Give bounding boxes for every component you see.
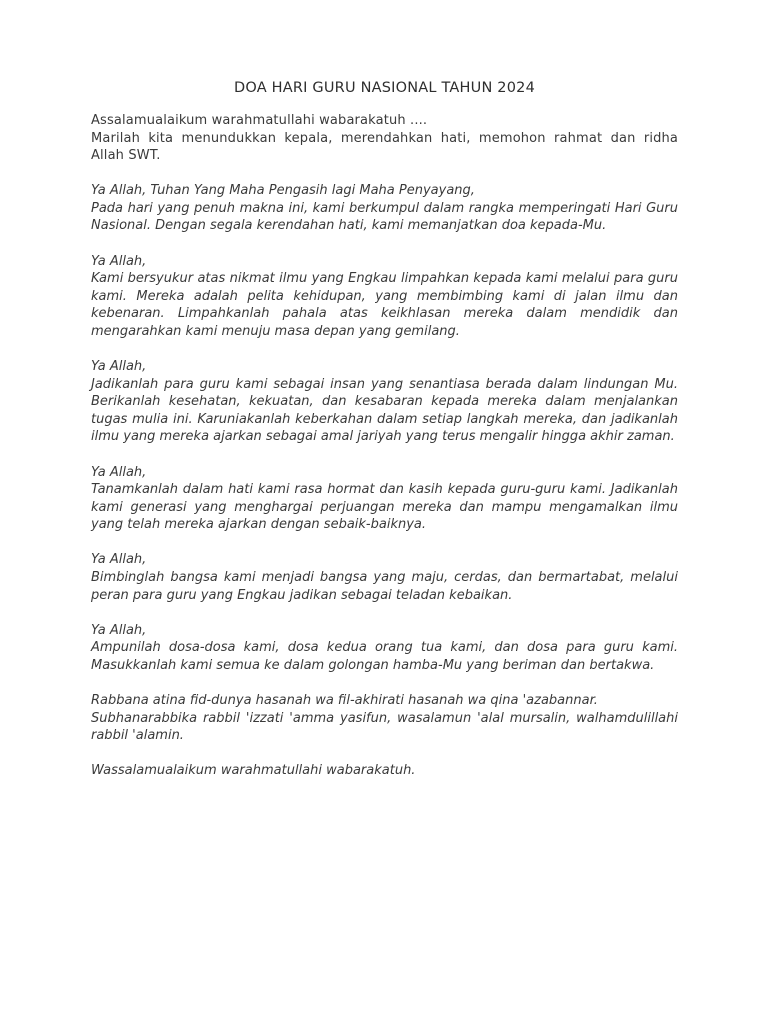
closing-prayer — [91, 692, 678, 745]
paragraph-heading: Ya Allah, — [91, 464, 147, 480]
opening-invitation: Marilah kita menundukkan kepala, merendahkan hati, memohon rahmat dan ridha Allah SWT. — [91, 130, 678, 164]
paragraph-body: Jadikanlah para guru kami sebagai insan yang senantiasa berada dalam lindungan Mu. Berikanlah kesehatan, kekuatan, dan kesabaran kepada mereka dalam menjalankan tugas mulia ini. Karuniakanlah keberkahan dalam setiap langkah mereka, dan jadikanlah ilmu yang mereka ajarkan sebagai amal jariyah yang terus mengalir hingga akhir zaman. — [91, 376, 678, 445]
paragraph-body: Bimbinglah bangsa kami menjadi bangsa yang maju, cerdas, dan bermartabat, melalui peran para guru yang Engkau jadikan sebagai teladan kebaikan. — [91, 569, 678, 603]
farewell-text: Wassalamualaikum warahmatullahi wabarakatuh. — [91, 763, 416, 779]
paragraph-body: Pada hari yang penuh makna ini, kami berkumpul dalam rangka memperingati Hari Guru Nasional. Dengan segala kerendahan hati, kami memanjatkan doa kepada-Mu. — [91, 200, 678, 234]
opening-greeting: Assalamualaikum warahmatullahi wabarakatuh .... — [91, 113, 428, 128]
paragraph-heading: Ya Allah, Tuhan Yang Maha Pengasih lagi Maha Penyayang, — [91, 183, 475, 199]
opening-section — [91, 112, 678, 165]
closing-prayer-line-2: Subhanarabbika rabbil 'izzati 'amma yasifun, wasalamun 'alal mursalin, walhamdulillahi rabbil 'alamin. — [91, 710, 678, 744]
farewell-section — [91, 762, 678, 780]
paragraph-body: Tanamkanlah dalam hati kami rasa hormat dan kasih kepada guru-guru kami. Jadikanlah kami generasi yang menghargai perjuangan mereka dan mampu mengamalkan ilmu yang telah mereka ajarkan dengan sebaik-baiknya. — [91, 482, 678, 533]
paragraph-heading: Ya Allah, — [91, 552, 147, 568]
closing-prayer-line-1: Rabbana atina fid-dunya hasanah wa fil-akhirati hasanah wa qina 'azabannar. — [91, 692, 598, 708]
paragraph-body: Ampunilah dosa-dosa kami, dosa kedua orang tua kami, dan dosa para guru kami. Masukkanlah kami semua ke dalam golongan hamba-Mu yang beriman dan bertakwa. — [91, 640, 678, 673]
prayer-paragraph-1 — [91, 182, 678, 235]
prayer-paragraph-4 — [91, 464, 678, 534]
paragraph-heading: Ya Allah, — [91, 359, 147, 375]
prayer-paragraph-6 — [91, 622, 678, 675]
document-title: DOA HARI GURU NASIONAL TAHUN 2024 — [233, 80, 536, 96]
prayer-paragraph-2 — [91, 253, 678, 341]
prayer-paragraph-3 — [91, 358, 678, 446]
document-page — [91, 78, 678, 797]
paragraph-body: Kami bersyukur atas nikmat ilmu yang Engkau limpahkan kepada kami melalui para guru kami. Mereka adalah pelita kehidupan, yang membimbing kami di jalan ilmu dan kebenaran. Limpahkanlah pahala atas keikhlasan mereka dalam mendidik dan mengarahkan kami menuju masa depan yang gemilang. — [91, 271, 678, 339]
prayer-paragraph-5 — [91, 551, 678, 604]
paragraph-heading: Ya Allah, — [91, 253, 147, 269]
paragraph-heading: Ya Allah, — [91, 622, 147, 638]
